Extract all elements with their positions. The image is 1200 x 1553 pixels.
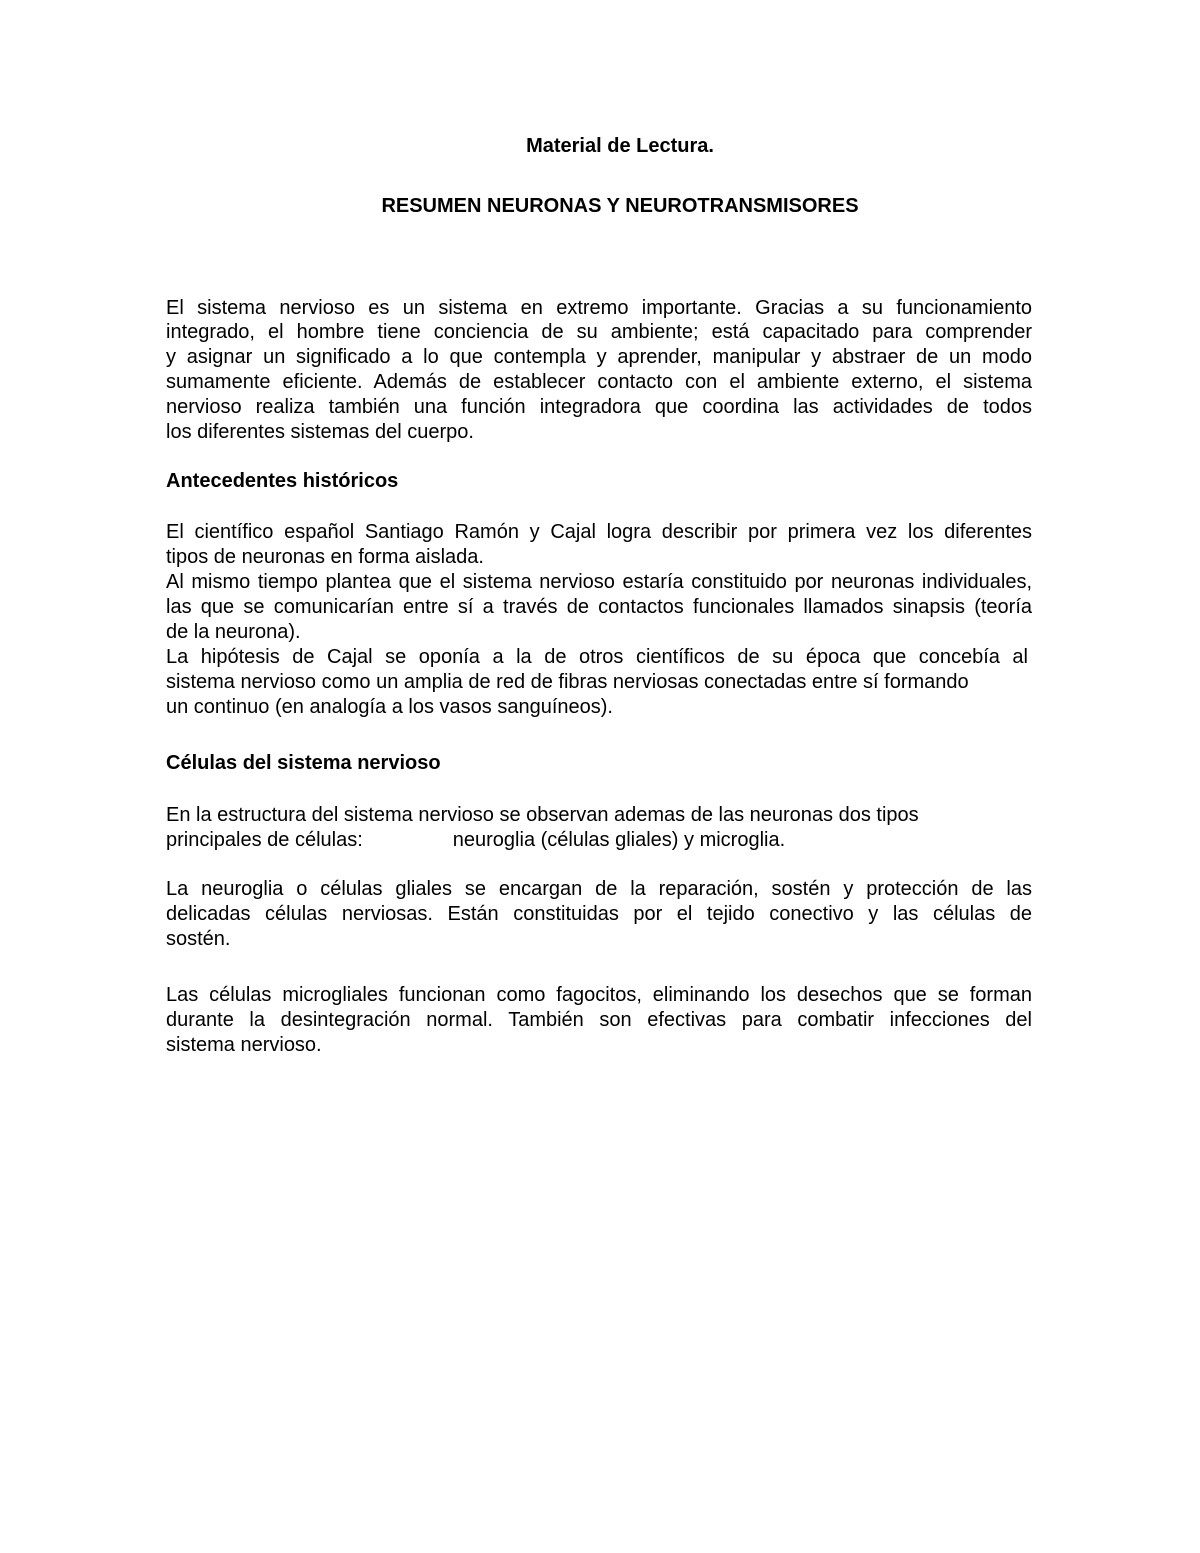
section2-line [166,828,785,852]
document-subtitle: RESUMEN NEURONAS Y NEUROTRANSMISORES [381,195,859,217]
intro-line: y asignar un significado a lo que contempla y aprender, manipular y abstraer de un modo [166,346,1032,368]
section2-line: La neuroglia o células gliales se encargan de la reparación, sostén y protección de las [166,878,1032,900]
section2-line: delicadas células nerviosas. Están constituidas por el tejido conectivo y las células de [166,903,1032,925]
intro-line: sumamente eficiente. Además de establecer contacto con el ambiente externo, el sistema [166,371,1032,393]
section1-line: El científico español Santiago Ramón y Cajal logra describir por primera vez los diferentes [166,521,1032,543]
section1-line: sistema nervioso como un amplia de red de fibras nerviosas conectadas entre sí formando [166,671,969,693]
intro-line: los diferentes sistemas del cuerpo. [166,421,474,443]
document-title: Material de Lectura. [526,135,714,157]
section2-line: sostén. [166,928,231,950]
section1-line: Al mismo tiempo plantea que el sistema nervioso estaría constituido por neuronas individuales, [166,571,1032,593]
intro-line: integrado, el hombre tiene conciencia de su ambiente; está capacitado para comprender [166,321,1032,343]
section1-line: un continuo (en analogía a los vasos sanguíneos). [166,696,613,718]
section2-line-part: neuroglia (células gliales) y microglia. [452,829,786,851]
section2-line-part: principales de células: [166,829,363,851]
section1-line: tipos de neuronas en forma aislada. [166,546,484,568]
section-heading: Antecedentes históricos [166,470,399,492]
intro-line: nervioso realiza también una función integradora que coordina las actividades de todos [166,396,1032,418]
section1-line: La hipótesis de Cajal se oponía a la de otros científicos de su época que concebía al [166,646,1028,668]
section2-line: Las células microgliales funcionan como fagocitos, eliminando los desechos que se forman [166,984,1032,1006]
section1-line: de la neurona). [166,621,301,643]
section2-line: sistema nervioso. [166,1034,322,1056]
section1-line: las que se comunicarían entre sí a través de contactos funcionales llamados sinapsis (teoría [166,596,1032,618]
section2-line: durante la desintegración normal. También son efectivas para combatir infecciones del [166,1009,1032,1031]
intro-line: El sistema nervioso es un sistema en extremo importante. Gracias a su funcionamiento [166,297,1032,319]
section-heading: Células del sistema nervioso [166,752,441,774]
section2-line: En la estructura del sistema nervioso se observan ademas de las neuronas dos tipos [166,804,919,826]
